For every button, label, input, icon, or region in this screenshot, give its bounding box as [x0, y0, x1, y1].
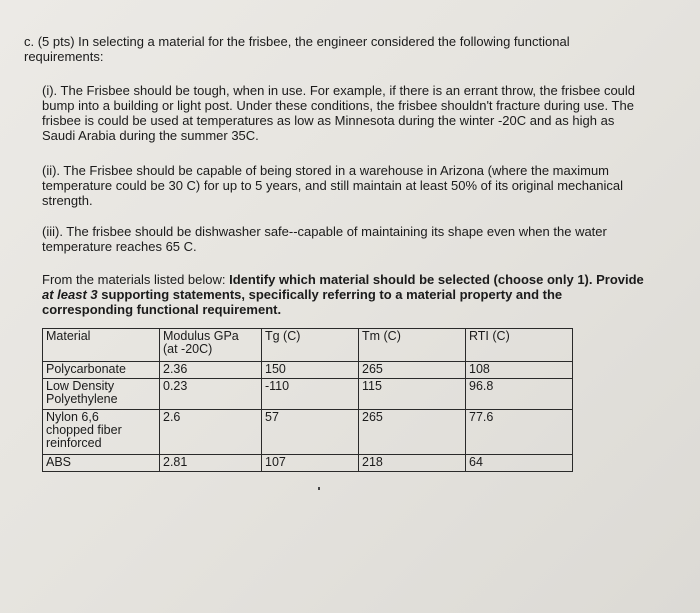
cell-modulus: 2.36 — [160, 362, 262, 379]
cell-modulus: 0.23 — [160, 379, 262, 410]
requirement-line: (ii). The Frisbee should be capable of being stored in a warehouse in Arizona (where the maximum — [42, 163, 610, 178]
cell-modulus: 2.6 — [160, 410, 262, 455]
requirement-line: Saudi Arabia during the summer 35C. — [42, 128, 259, 143]
instruction-emphasis: at least 3 — [42, 287, 98, 302]
cell-tg: -110 — [262, 379, 359, 410]
table-row — [43, 379, 573, 410]
cell-rti: 77.6 — [466, 410, 573, 455]
cell-tg: 107 — [262, 455, 359, 472]
header-modulus-text: Modulus GPa (at -20C) — [163, 329, 239, 356]
materials-table — [42, 328, 573, 472]
instruction-line-2 — [42, 287, 562, 302]
header-tg: Tg (C) — [262, 329, 359, 362]
requirement-line: (i). The Frisbee should be tough, when in use. For example, if there is an errant throw, the frisbee could — [42, 83, 636, 98]
cell-material: Polycarbonate — [43, 362, 160, 379]
instruction-bold: supporting statements, specifically referring to a material property and the — [97, 287, 563, 302]
cell-modulus: 2.81 — [160, 455, 262, 472]
cell-tm: 115 — [359, 379, 466, 410]
header-material: Material — [43, 329, 160, 362]
cell-tm: 265 — [359, 410, 466, 455]
question-line-1: c. (5 pts) In selecting a material for the frisbee, the engineer considered the following functional — [24, 34, 570, 49]
requirement-line: (iii). The frisbee should be dishwasher safe--capable of maintaining its shape even when the water — [42, 224, 607, 239]
cell-tm: 265 — [359, 362, 466, 379]
question-line-2: requirements: — [24, 49, 104, 64]
requirement-line: strength. — [42, 193, 93, 208]
cell-material: Nylon 6,6 chopped fiber reinforced — [43, 410, 160, 455]
requirement-line: temperature could be 30 C) for up to 5 years, and still maintain at least 50% of its original mechanical — [42, 178, 623, 193]
requirement-line: bump into a building or light post. Under these conditions, the frisbee shouldn't fracture during use. The — [42, 98, 634, 113]
cell-rti: 108 — [466, 362, 573, 379]
cell-rti: 96.8 — [466, 379, 573, 410]
table-header-row — [43, 329, 573, 362]
requirement-line: temperature reaches 65 C. — [42, 239, 197, 254]
table-row — [43, 362, 573, 379]
header-modulus — [160, 329, 262, 362]
table-row — [43, 455, 573, 472]
stray-pen-mark — [318, 487, 320, 490]
instruction-text: From the materials listed below: — [42, 272, 230, 287]
header-rti: RTI (C) — [466, 329, 573, 362]
cell-tm: 218 — [359, 455, 466, 472]
header-tm: Tm (C) — [359, 329, 466, 362]
cell-material: ABS — [43, 455, 160, 472]
table-row — [43, 410, 573, 455]
cell-tg: 57 — [262, 410, 359, 455]
cell-material: Low Density Polyethylene — [43, 379, 160, 410]
cell-tg: 150 — [262, 362, 359, 379]
instruction-line-1 — [42, 272, 644, 287]
instruction-bold: Identify which material should be selected (choose only 1). Provide — [229, 272, 644, 287]
instruction-line-3: corresponding functional requirement. — [42, 302, 282, 317]
cell-rti: 64 — [466, 455, 573, 472]
requirement-line: frisbee is could be used at temperatures as low as Minnesota during the winter -20C and as high as — [42, 113, 615, 128]
